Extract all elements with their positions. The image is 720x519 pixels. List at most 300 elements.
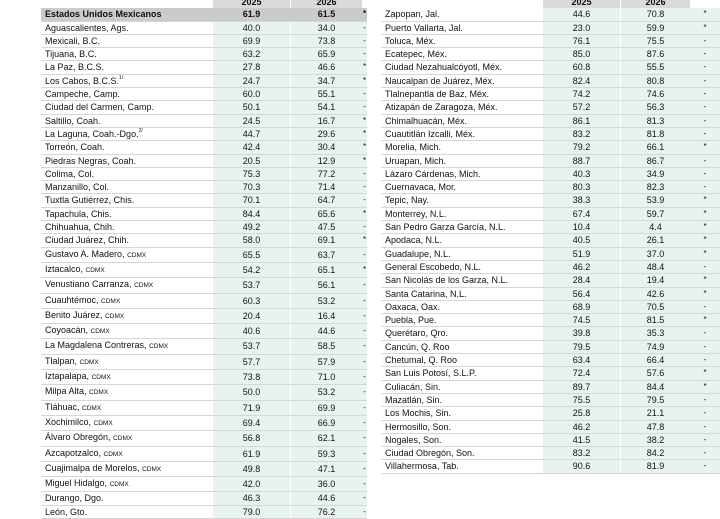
table-row <box>381 247 720 260</box>
table-row <box>41 492 367 505</box>
national-value-2025: 61.9 <box>213 8 290 21</box>
value-2025: 44.6 <box>543 8 620 21</box>
significance-mark: - <box>690 340 720 353</box>
value-2025: 42.0 <box>213 477 290 492</box>
value-2026: 37.0 <box>621 247 690 260</box>
value-2026: 64.7 <box>291 194 362 207</box>
city-name <box>41 154 213 167</box>
value-2025: 74.2 <box>543 88 620 101</box>
city-name <box>381 48 543 61</box>
value-2026: 34.7 <box>291 74 362 87</box>
value-2025: 72.4 <box>543 367 620 380</box>
table-row <box>381 127 720 140</box>
city-name-text: León, Gto. <box>45 506 88 517</box>
value-2025: 89.7 <box>543 380 620 393</box>
city-name <box>381 141 543 154</box>
city-name-text: Miguel Hidalgo, <box>45 478 108 489</box>
city-name <box>41 247 213 262</box>
city-name-text: Chetumal, Q. Roo <box>385 355 458 366</box>
city-name <box>381 274 543 287</box>
value-2026: 12.9 <box>291 154 362 167</box>
value-2026: 66.1 <box>621 141 690 154</box>
significance-mark: - <box>690 34 720 47</box>
city-column-header <box>381 0 543 8</box>
value-2025: 20.4 <box>213 308 290 323</box>
city-name <box>381 447 543 460</box>
cdmx-tag: CDMX <box>89 389 109 397</box>
table-row <box>41 61 367 74</box>
significance-mark: - <box>362 88 367 101</box>
value-2026: 16.4 <box>291 308 362 323</box>
significance-mark: - <box>690 433 720 446</box>
city-name <box>41 221 213 234</box>
table-row <box>381 114 720 127</box>
table-row <box>381 420 720 433</box>
value-2026: 26.1 <box>621 234 690 247</box>
significance-mark: * <box>362 262 367 277</box>
city-name-text: Nogales, Son. <box>385 434 442 445</box>
city-name-text: Milpa Alta, <box>45 386 87 397</box>
significance-mark: - <box>362 293 367 308</box>
city-name-text: Cuautitlán Izcalli, Méx. <box>385 128 476 139</box>
city-name-text: Tapachula, Chis. <box>45 208 112 219</box>
city-name <box>381 114 543 127</box>
city-name <box>381 61 543 74</box>
significance-mark: - <box>690 167 720 180</box>
table-row <box>381 393 720 406</box>
city-name <box>381 74 543 87</box>
value-2025: 51.9 <box>543 247 620 260</box>
significance-mark: - <box>690 61 720 74</box>
city-name-text: Campeche, Camp. <box>45 89 121 100</box>
table-row <box>381 167 720 180</box>
city-name <box>381 8 543 21</box>
value-2025: 70.1 <box>213 194 290 207</box>
city-name-text: Venustiano Carranza, <box>45 279 132 290</box>
significance-mark: - <box>690 393 720 406</box>
significance-mark: - <box>690 181 720 194</box>
value-2026: 56.3 <box>621 101 690 114</box>
significance-mark: * <box>690 207 720 220</box>
city-name-text: San Luis Potosí, S.L.P. <box>385 368 477 379</box>
significance-mark: * <box>362 154 367 167</box>
city-name <box>381 420 543 433</box>
significance-mark: - <box>690 260 720 273</box>
city-name-text: Tijuana, B.C. <box>45 49 97 60</box>
city-name-text: Mexicali, B.C. <box>45 35 101 46</box>
city-name-text: Cuernavaca, Mor. <box>385 182 457 193</box>
value-2025: 42.4 <box>213 141 290 154</box>
city-name <box>381 221 543 234</box>
table-row <box>41 34 367 47</box>
city-name <box>41 354 213 369</box>
significance-mark: - <box>362 461 367 476</box>
significance-mark: - <box>690 354 720 367</box>
significance-mark: * <box>690 380 720 393</box>
value-2026: 84.4 <box>621 380 690 393</box>
city-name-text: Piedras Negras, Coah. <box>45 155 137 166</box>
city-name <box>381 181 543 194</box>
city-name <box>381 167 543 180</box>
city-name <box>381 88 543 101</box>
table-row <box>41 154 367 167</box>
city-name-text: Villahermosa, Tab. <box>385 461 459 472</box>
value-2026: 69.9 <box>291 400 362 415</box>
city-name-text: Puerto Vallarta, Jal. <box>385 22 463 33</box>
table-row <box>41 354 367 369</box>
value-2025: 24.7 <box>213 74 290 87</box>
value-2025: 46.2 <box>543 260 620 273</box>
cdmx-tag: CDMX <box>79 358 99 366</box>
value-2026: 70.5 <box>621 300 690 313</box>
significance-mark: - <box>690 300 720 313</box>
city-name <box>41 339 213 354</box>
value-2026: 47.5 <box>291 221 362 234</box>
city-name <box>381 380 543 393</box>
right-city-table <box>381 0 720 474</box>
city-name-text: Chihuahua, Chih. <box>45 222 115 233</box>
city-name-text: La Magdalena Contreras, <box>45 340 147 351</box>
table-row <box>41 505 367 518</box>
table-row <box>381 207 720 220</box>
table-row <box>41 207 367 220</box>
value-2025: 57.7 <box>213 354 290 369</box>
value-2026: 55.1 <box>291 88 362 101</box>
value-2025: 39.8 <box>543 327 620 340</box>
city-name <box>41 278 213 293</box>
city-name <box>41 141 213 154</box>
table-row <box>381 74 720 87</box>
left-city-table <box>41 0 367 519</box>
city-name <box>41 492 213 505</box>
value-2026: 16.7 <box>291 114 362 127</box>
value-2025: 86.1 <box>543 114 620 127</box>
table-row <box>41 324 367 339</box>
value-2026: 71.4 <box>291 181 362 194</box>
table-row <box>41 74 367 87</box>
significance-mark: - <box>362 221 367 234</box>
table-row <box>41 127 367 140</box>
value-2026: 54.1 <box>291 101 362 114</box>
city-name-text: Atizapán de Zaragoza, Méx. <box>385 102 498 113</box>
city-name-text: La Laguna, Coah.-Dgo. <box>45 128 139 139</box>
value-2025: 56.4 <box>543 287 620 300</box>
value-2026: 81.9 <box>621 460 690 473</box>
cdmx-tag: CDMX <box>91 374 111 382</box>
table-row <box>41 88 367 101</box>
value-2025: 68.9 <box>543 300 620 313</box>
value-2026: 30.4 <box>291 141 362 154</box>
table-row <box>41 370 367 385</box>
table-row <box>41 221 367 234</box>
city-name <box>41 167 213 180</box>
significance-mark: - <box>690 154 720 167</box>
value-2026: 19.4 <box>621 274 690 287</box>
value-2026: 70.8 <box>621 8 690 21</box>
value-2026: 77.2 <box>291 167 362 180</box>
value-2025: 74.5 <box>543 314 620 327</box>
significance-mark: * <box>690 21 720 34</box>
city-name <box>381 34 543 47</box>
city-name-text: Toluca, Méx. <box>385 35 436 46</box>
significance-mark: - <box>362 21 367 34</box>
significance-mark: * <box>362 141 367 154</box>
table-row <box>381 287 720 300</box>
value-2026: 53.2 <box>291 293 362 308</box>
value-2025: 76.1 <box>543 34 620 47</box>
cdmx-tag: CDMX <box>113 435 133 443</box>
right-table-body <box>381 8 720 473</box>
significance-mark: - <box>362 48 367 61</box>
city-name-text: Manzanillo, Col. <box>45 182 110 193</box>
value-2025: 24.5 <box>213 114 290 127</box>
city-name-text: Colima, Col. <box>45 168 95 179</box>
value-2025: 65.5 <box>213 247 290 262</box>
table-row <box>41 477 367 492</box>
value-2026: 76.2 <box>291 505 362 518</box>
significance-mark: * <box>690 234 720 247</box>
city-name-text: Xochimilco, <box>45 416 92 427</box>
cdmx-tag: CDMX <box>85 266 105 274</box>
cdmx-tag: CDMX <box>93 419 113 427</box>
value-2025: 20.5 <box>213 154 290 167</box>
city-name <box>41 21 213 34</box>
table-row <box>381 8 720 21</box>
national-name: Estados Unidos Mexicanos <box>41 8 213 21</box>
city-name-text: Los Cabos, B.C.S. <box>45 75 120 86</box>
value-2025: 79.5 <box>543 340 620 353</box>
value-2025: 84.4 <box>213 207 290 220</box>
city-name <box>41 446 213 461</box>
value-2026: 35.3 <box>621 327 690 340</box>
value-2025: 69.9 <box>213 34 290 47</box>
table-row <box>381 447 720 460</box>
significance-mark: * <box>362 234 367 247</box>
value-2025: 27.8 <box>213 61 290 74</box>
city-name-text: Chimalhuacán, Méx. <box>385 115 468 126</box>
national-significance-mark: * <box>362 8 367 21</box>
significance-mark: * <box>690 8 720 21</box>
table-row <box>381 194 720 207</box>
city-name-text: Ciudad del Carmen, Camp. <box>45 102 155 113</box>
city-name-text: Aguascalientes, Ags. <box>45 22 129 33</box>
year-2026-header: 2026 <box>621 0 690 8</box>
significance-mark: * <box>690 367 720 380</box>
value-2025: 60.3 <box>213 293 290 308</box>
city-name <box>41 324 213 339</box>
city-name-text: Morelia, Mich. <box>385 142 442 153</box>
city-name <box>41 207 213 220</box>
value-2026: 59.7 <box>621 207 690 220</box>
value-2026: 48.4 <box>621 260 690 273</box>
value-2026: 82.3 <box>621 181 690 194</box>
city-name <box>381 314 543 327</box>
city-name-text: Cuajimalpa de Morelos, <box>45 462 140 473</box>
value-2026: 87.6 <box>621 48 690 61</box>
value-2026: 63.7 <box>291 247 362 262</box>
city-name <box>41 431 213 446</box>
value-2026: 46.6 <box>291 61 362 74</box>
significance-mark: * <box>690 314 720 327</box>
table-row <box>381 221 720 234</box>
value-2025: 69.4 <box>213 415 290 430</box>
table-row <box>41 308 367 323</box>
city-name-text: Monterrey, N.L. <box>385 208 447 219</box>
city-name-text: Tlalnepantla de Baz, Méx. <box>385 89 490 100</box>
value-2026: 36.0 <box>291 477 362 492</box>
value-2025: 57.2 <box>543 101 620 114</box>
significance-mark: - <box>362 324 367 339</box>
table-row <box>381 21 720 34</box>
value-2026: 66.4 <box>621 354 690 367</box>
value-2025: 53.7 <box>213 278 290 293</box>
significance-mark: * <box>362 127 367 140</box>
city-column-header <box>41 0 213 8</box>
significance-mark: - <box>690 460 720 473</box>
table-row <box>381 327 720 340</box>
value-2026: 73.8 <box>291 34 362 47</box>
value-2025: 75.5 <box>543 393 620 406</box>
significance-mark: - <box>362 446 367 461</box>
city-name <box>381 234 543 247</box>
national-total-row <box>41 8 367 21</box>
table-row <box>41 461 367 476</box>
significance-mark: * <box>362 61 367 74</box>
value-2026: 79.5 <box>621 393 690 406</box>
city-name <box>41 400 213 415</box>
significance-mark: - <box>362 181 367 194</box>
value-2025: 46.2 <box>543 420 620 433</box>
significance-mark: - <box>690 327 720 340</box>
value-2026: 38.2 <box>621 433 690 446</box>
city-name-text: Cuauhtémoc, <box>45 294 99 305</box>
city-name-text: Santa Catarina, N.L. <box>385 288 467 299</box>
city-name-text: Azcapotzalco, <box>45 447 102 458</box>
city-name <box>381 260 543 273</box>
city-name <box>41 88 213 101</box>
city-name-text: Apodaca, N.L. <box>385 235 443 246</box>
significance-mark: - <box>362 385 367 400</box>
table-row <box>381 380 720 393</box>
significance-mark: - <box>362 431 367 446</box>
table-row <box>41 431 367 446</box>
table-row <box>41 21 367 34</box>
value-2026: 69.1 <box>291 234 362 247</box>
table-row <box>41 385 367 400</box>
city-name-text: San Pedro Garza García, N.L. <box>385 222 506 233</box>
significance-mark: - <box>362 477 367 492</box>
table-row <box>41 101 367 114</box>
header-row <box>381 0 720 8</box>
table-row <box>41 234 367 247</box>
city-name-text: Culiacán, Sin. <box>385 381 441 392</box>
value-2025: 50.0 <box>213 385 290 400</box>
city-name-text: Naucalpan de Juárez, Méx. <box>385 75 495 86</box>
table-row <box>381 260 720 273</box>
significance-mark: - <box>362 492 367 505</box>
city-name-text: Ciudad Nezahualcóyotl, Méx. <box>385 62 503 73</box>
value-2025: 23.0 <box>543 21 620 34</box>
value-2026: 65.6 <box>291 207 362 220</box>
city-name <box>381 154 543 167</box>
city-name-text: Torreón, Coah. <box>45 142 105 153</box>
table-row <box>381 274 720 287</box>
city-name <box>381 407 543 420</box>
cdmx-tag: CDMX <box>127 251 147 259</box>
value-2026: 58.5 <box>291 339 362 354</box>
city-name-text: Tlalpan, <box>45 355 78 366</box>
cdmx-tag: CDMX <box>142 465 162 473</box>
significance-mark: * <box>362 114 367 127</box>
table-row <box>381 88 720 101</box>
value-2026: 62.1 <box>291 431 362 446</box>
value-2025: 85.0 <box>543 48 620 61</box>
city-name <box>381 21 543 34</box>
city-name <box>41 262 213 277</box>
table-row <box>381 61 720 74</box>
value-2026: 59.9 <box>621 21 690 34</box>
significance-mark: - <box>362 339 367 354</box>
footnote-marker: 2/ <box>138 127 143 134</box>
value-2025: 38.3 <box>543 194 620 207</box>
table-row <box>381 367 720 380</box>
table-row <box>381 314 720 327</box>
value-2025: 83.2 <box>543 447 620 460</box>
value-2025: 67.4 <box>543 207 620 220</box>
significance-mark: * <box>690 141 720 154</box>
city-name-text: Tepic, Nay. <box>385 195 429 206</box>
city-name <box>41 127 213 140</box>
value-2025: 46.3 <box>213 492 290 505</box>
city-name-text: Lázaro Cárdenas, Mich. <box>385 168 481 179</box>
value-2026: 44.6 <box>291 492 362 505</box>
value-2025: 70.3 <box>213 181 290 194</box>
value-2026: 80.8 <box>621 74 690 87</box>
table-row <box>41 415 367 430</box>
city-name <box>381 194 543 207</box>
significance-mark: - <box>690 88 720 101</box>
year-2025-header: 2025 <box>543 0 620 8</box>
value-2025: 54.2 <box>213 262 290 277</box>
value-2026: 44.6 <box>291 324 362 339</box>
city-name <box>41 385 213 400</box>
significance-mark: - <box>362 308 367 323</box>
significance-mark: - <box>690 74 720 87</box>
city-name-text: Durango, Dgo. <box>45 493 104 504</box>
significance-mark: * <box>362 207 367 220</box>
table-row <box>41 293 367 308</box>
city-name <box>41 505 213 518</box>
significance-mark: - <box>690 447 720 460</box>
city-name <box>41 181 213 194</box>
significance-mark: - <box>362 194 367 207</box>
footnote-marker: 1/ <box>119 74 124 81</box>
city-name <box>41 114 213 127</box>
city-name <box>41 194 213 207</box>
significance-mark: * <box>690 287 720 300</box>
value-2026: 4.4 <box>621 221 690 234</box>
value-2025: 53.7 <box>213 339 290 354</box>
value-2025: 40.5 <box>543 234 620 247</box>
city-name-text: Coyoacán, <box>45 325 89 336</box>
significance-mark: - <box>690 114 720 127</box>
year-2026-header: 2026 <box>291 0 362 8</box>
city-name-text: Querétaro, Qro. <box>385 328 449 339</box>
left-table-body <box>41 8 367 518</box>
value-2025: 41.5 <box>543 433 620 446</box>
value-2025: 50.1 <box>213 101 290 114</box>
table-row <box>41 48 367 61</box>
